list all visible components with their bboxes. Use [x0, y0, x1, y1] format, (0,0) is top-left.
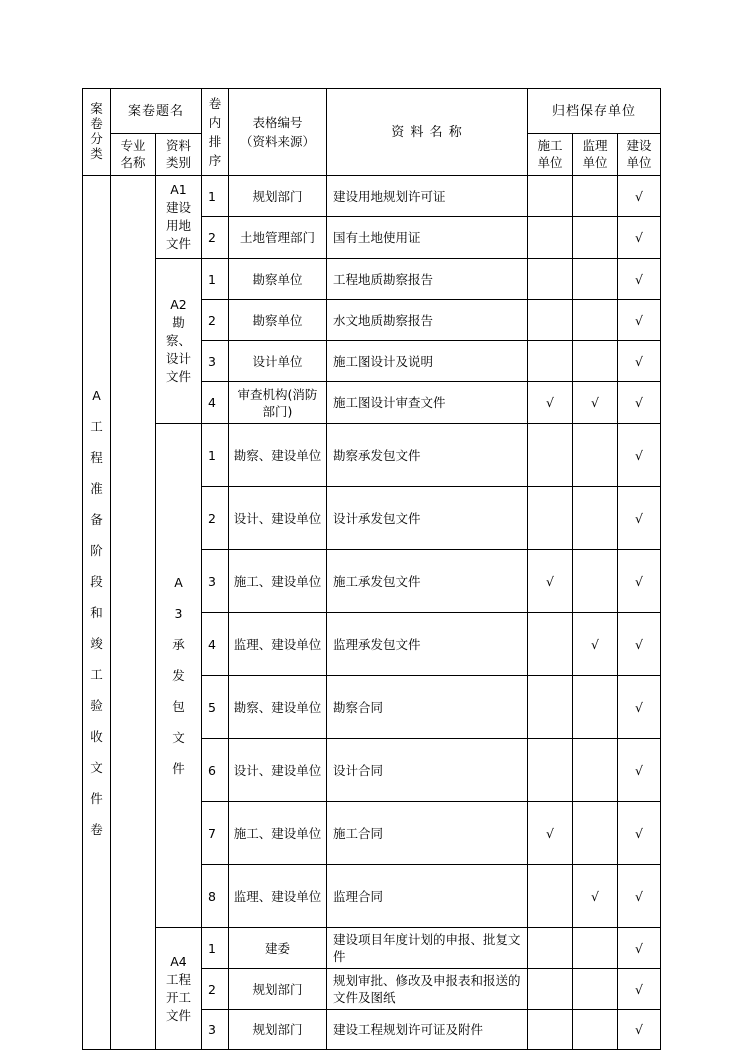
row-name: 规划审批、修改及申报表和报送的文件及图纸: [327, 969, 528, 1010]
row-construction: √: [528, 802, 573, 865]
row-owner: √: [618, 969, 661, 1010]
row-construction: [528, 969, 573, 1010]
row-seq: 3: [202, 550, 229, 613]
header-owner: 建设单位: [618, 134, 661, 176]
table-row: [83, 176, 661, 217]
row-supervision: [573, 739, 618, 802]
row-source: 勘察单位: [229, 259, 327, 300]
row-name: 建设用地规划许可证: [327, 176, 528, 217]
row-owner: √: [618, 424, 661, 487]
row-construction: [528, 487, 573, 550]
row-name: 建设工程规划许可证及附件: [327, 1010, 528, 1050]
row-seq: 8: [202, 865, 229, 928]
row-name: 施工图设计及说明: [327, 341, 528, 382]
row-owner: √: [618, 613, 661, 676]
header-name: 资 料 名 称: [327, 89, 528, 176]
row-construction: [528, 928, 573, 969]
row-construction: [528, 217, 573, 259]
row-owner: √: [618, 217, 661, 259]
row-source: 勘察、建设单位: [229, 424, 327, 487]
row-owner: √: [618, 382, 661, 424]
row-construction: [528, 341, 573, 382]
row-owner: √: [618, 739, 661, 802]
row-name: 施工承发包文件: [327, 550, 528, 613]
row-supervision: [573, 217, 618, 259]
row-owner: √: [618, 300, 661, 341]
row-construction: [528, 300, 573, 341]
row-seq: 7: [202, 802, 229, 865]
row-owner: √: [618, 1010, 661, 1050]
row-name: 勘察合同: [327, 676, 528, 739]
row-supervision: [573, 341, 618, 382]
row-construction: [528, 676, 573, 739]
row-supervision: [573, 259, 618, 300]
row-source: 设计、建设单位: [229, 739, 327, 802]
table-row: [83, 424, 661, 487]
row-construction: [528, 424, 573, 487]
row-construction: [528, 613, 573, 676]
row-owner: √: [618, 928, 661, 969]
row-owner: √: [618, 802, 661, 865]
header-class: 案卷分类: [83, 89, 111, 176]
row-supervision: [573, 487, 618, 550]
row-owner: √: [618, 865, 661, 928]
row-construction: [528, 865, 573, 928]
row-owner: √: [618, 487, 661, 550]
row-seq: 4: [202, 613, 229, 676]
row-source: 勘察单位: [229, 300, 327, 341]
group-a4: A4工程开工文件: [156, 928, 202, 1050]
row-supervision: √: [573, 865, 618, 928]
row-supervision: [573, 176, 618, 217]
row-seq: 3: [202, 1010, 229, 1050]
row-owner: √: [618, 550, 661, 613]
header-form-sub: （资料来源）: [239, 134, 315, 149]
header-construction: 施工单位: [528, 134, 573, 176]
row-name: 施工图设计审查文件: [327, 382, 528, 424]
row-supervision: √: [573, 613, 618, 676]
row-name: 监理合同: [327, 865, 528, 928]
row-source: 勘察、建设单位: [229, 676, 327, 739]
row-construction: √: [528, 550, 573, 613]
row-source: 规划部门: [229, 176, 327, 217]
row-seq: 1: [202, 928, 229, 969]
archive-table-sheet: [82, 88, 661, 1050]
header-form: [229, 89, 327, 176]
row-source: 审查机构(消防部门): [229, 382, 327, 424]
row-source: 规划部门: [229, 969, 327, 1010]
row-name: 工程地质勘察报告: [327, 259, 528, 300]
row-supervision: [573, 1010, 618, 1050]
row-construction: [528, 259, 573, 300]
row-supervision: √: [573, 382, 618, 424]
row-supervision: [573, 928, 618, 969]
row-source: 监理、建设单位: [229, 613, 327, 676]
row-supervision: [573, 802, 618, 865]
row-seq: 1: [202, 176, 229, 217]
row-name: 勘察承发包文件: [327, 424, 528, 487]
row-name: 施工合同: [327, 802, 528, 865]
row-seq: 2: [202, 300, 229, 341]
header-order: 卷内排序: [202, 89, 229, 176]
row-supervision: [573, 676, 618, 739]
row-name: 国有土地使用证: [327, 217, 528, 259]
header-form-main: 表格编号: [252, 115, 303, 130]
class-label: [83, 176, 111, 1050]
row-seq: 4: [202, 382, 229, 424]
row-name: 水文地质勘察报告: [327, 300, 528, 341]
row-construction: [528, 176, 573, 217]
row-construction: [528, 739, 573, 802]
row-owner: √: [618, 259, 661, 300]
row-supervision: [573, 300, 618, 341]
row-source: 规划部门: [229, 1010, 327, 1050]
header-category: 资料类别: [156, 134, 202, 176]
header-major: 专业名称: [111, 134, 156, 176]
row-seq: 1: [202, 259, 229, 300]
row-name: 监理承发包文件: [327, 613, 528, 676]
row-seq: 3: [202, 341, 229, 382]
table-row: [83, 928, 661, 969]
row-seq: 2: [202, 487, 229, 550]
table-row: [83, 259, 661, 300]
row-source: 监理、建设单位: [229, 865, 327, 928]
row-seq: 2: [202, 217, 229, 259]
header-archive: 归档保存单位: [528, 89, 661, 134]
row-source: 土地管理部门: [229, 217, 327, 259]
row-source: 设计单位: [229, 341, 327, 382]
row-owner: √: [618, 676, 661, 739]
group-a3: A3承发包文件: [156, 424, 202, 928]
row-source: 施工、建设单位: [229, 802, 327, 865]
row-seq: 1: [202, 424, 229, 487]
class-label-text: A 工 程 准 备 阶 段 和 竣 工 验 收 文 件 卷: [90, 388, 103, 837]
header-supervision: 监理单位: [573, 134, 618, 176]
row-name: 建设项目年度计划的申报、批复文件: [327, 928, 528, 969]
row-construction: √: [528, 382, 573, 424]
row-supervision: [573, 550, 618, 613]
group-a2: A2勘察、设计文件: [156, 259, 202, 424]
row-owner: √: [618, 341, 661, 382]
row-construction: [528, 1010, 573, 1050]
row-seq: 2: [202, 969, 229, 1010]
row-owner: √: [618, 176, 661, 217]
row-supervision: [573, 424, 618, 487]
row-name: 设计合同: [327, 739, 528, 802]
row-source: 施工、建设单位: [229, 550, 327, 613]
row-source: 设计、建设单位: [229, 487, 327, 550]
row-source: 建委: [229, 928, 327, 969]
row-name: 设计承发包文件: [327, 487, 528, 550]
row-supervision: [573, 969, 618, 1010]
row-seq: 6: [202, 739, 229, 802]
row-seq: 5: [202, 676, 229, 739]
archive-table: [82, 88, 661, 1050]
major-blank: [111, 176, 156, 1050]
header-title: 案卷题名: [111, 89, 202, 134]
group-a1: A1建设用地文件: [156, 176, 202, 259]
